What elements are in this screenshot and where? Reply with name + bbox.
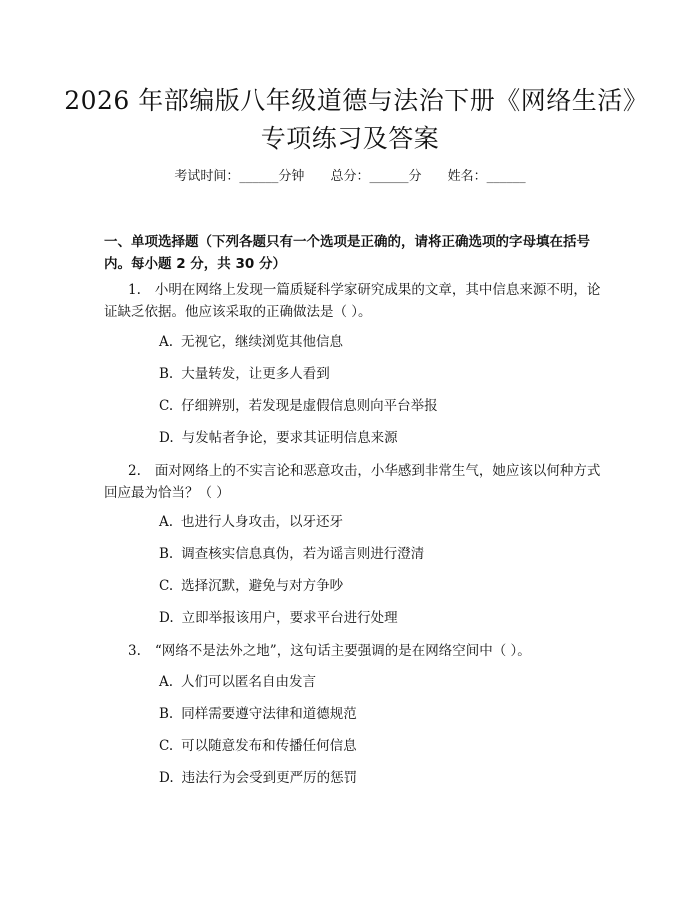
option-text: 选择沉默，避免与对方争吵: [181, 578, 344, 594]
option-letter: C.: [159, 738, 174, 754]
option-1b: [159, 364, 599, 384]
option-letter: D.: [159, 610, 174, 626]
question-3: [104, 640, 604, 662]
total-score: 总分：______分: [330, 169, 422, 184]
exam-meta: [0, 168, 700, 186]
option-2a: [159, 512, 599, 532]
option-2b: [159, 544, 599, 564]
option-letter: A.: [159, 514, 174, 530]
option-1a: [159, 332, 599, 352]
option-3c: [159, 736, 599, 756]
question-2: [104, 460, 604, 504]
student-name: 姓名：______: [447, 169, 526, 184]
document-title: 2026 年部编版八年级道德与法治下册《网络生活》专项练习及答案: [64, 86, 636, 153]
option-text: 可以随意发布和传播任何信息: [181, 738, 357, 754]
option-text: 也进行人身攻击，以牙还牙: [181, 514, 344, 530]
option-text: 与发帖者争论，要求其证明信息来源: [181, 430, 398, 446]
option-letter: B.: [159, 706, 174, 722]
exam-time: 考试时间：______分钟: [174, 169, 305, 184]
section-heading: 一、单项选择题（下列各题只有一个选项是正确的，请将正确选项的字母填在括号内。每小题 2 分，共 30 分）: [104, 234, 590, 272]
question-number: 2.: [128, 463, 141, 479]
option-text: 无视它，继续浏览其他信息: [181, 334, 344, 350]
option-3a: [159, 672, 599, 692]
question-text: 小明在网络上发现一篇质疑科学家研究成果的文章，其中信息来源不明，论证缺乏依据。他应该采取的正确做法是（ ）。: [104, 282, 601, 320]
option-3d: [159, 768, 599, 788]
option-letter: B.: [159, 546, 174, 562]
option-text: 大量转发，让更多人看到: [181, 366, 330, 382]
option-2c: [159, 576, 599, 596]
option-letter: A.: [159, 674, 174, 690]
option-letter: B.: [159, 366, 174, 382]
option-text: 仔细辨别，若发现是虚假信息则向平台举报: [181, 398, 438, 414]
option-3b: [159, 704, 599, 724]
option-letter: C.: [159, 578, 174, 594]
option-text: 人们可以匿名自由发言: [181, 674, 317, 690]
question-text: 面对网络上的不实言论和恶意攻击，小华感到非常生气，她应该以何种方式回应最为恰当？（ ）: [104, 463, 601, 501]
question-number: 1.: [128, 282, 141, 298]
option-1d: [159, 428, 599, 448]
option-letter: A.: [159, 334, 174, 350]
option-letter: D.: [159, 770, 174, 786]
option-letter: D.: [159, 430, 174, 446]
option-2d: [159, 608, 599, 628]
option-letter: C.: [159, 398, 174, 414]
question-number: 3.: [128, 643, 141, 659]
question-text: “网络不是法外之地”，这句话主要强调的是在网络空间中（ ）。: [154, 643, 531, 659]
option-text: 违法行为会受到更严厉的惩罚: [181, 770, 358, 786]
option-text: 同样需要遵守法律和道德规范: [181, 706, 357, 722]
option-text: 调查核实信息真伪，若为谣言则进行澄清: [181, 546, 425, 562]
option-1c: [159, 396, 599, 416]
question-1: [104, 279, 604, 323]
option-text: 立即举报该用户，要求平台进行处理: [181, 610, 398, 626]
